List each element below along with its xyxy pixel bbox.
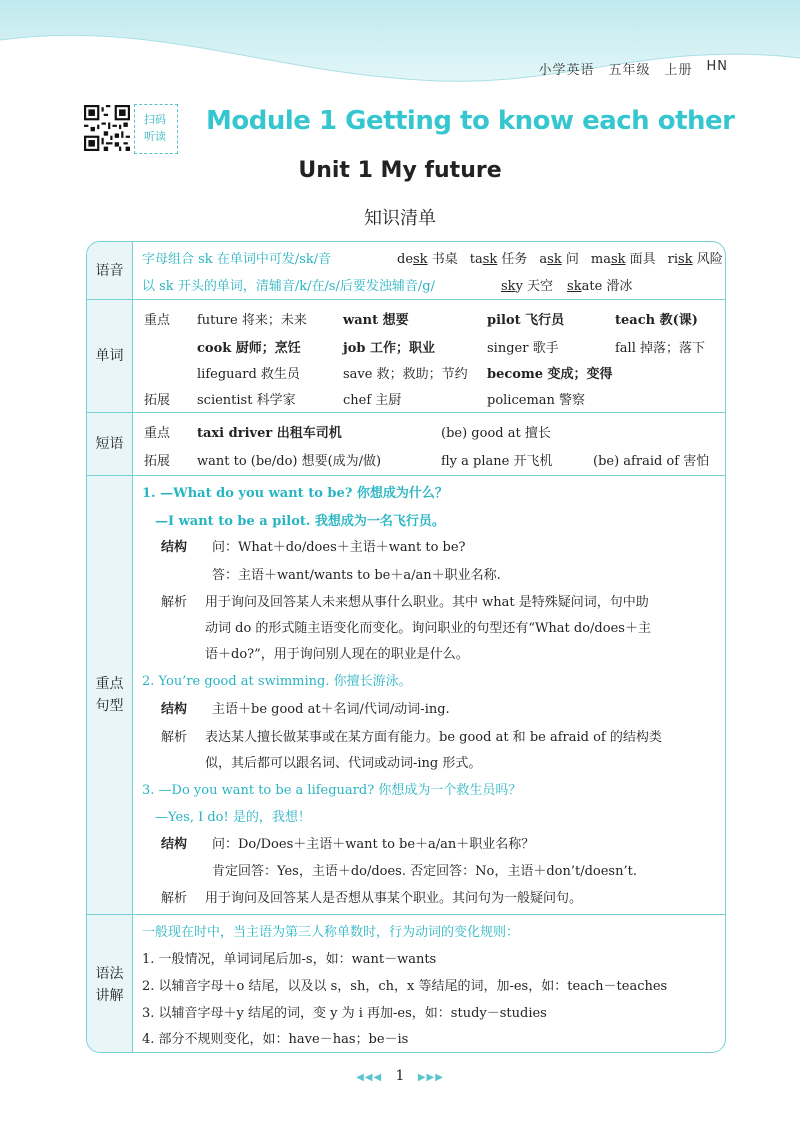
- grammar-rule: 1. 一般情况，单词词尾后加-s，如：want－wants: [142, 952, 437, 967]
- sentence-1-analysis-2: 动词 do 的形式随主语变化而变化。询问职业的句型还有“What do/does＋主: [205, 621, 651, 636]
- phrase-ext-label: 拓展: [144, 454, 171, 469]
- phrase-key-label: 重点: [144, 426, 171, 441]
- module-title: Module 1 Getting to know each other: [206, 106, 735, 136]
- sentence-1-answer: —I want to be a pilot. 我想成为一名飞行员。: [155, 514, 445, 529]
- sentence-3-analysis: 用于询问及回答某人是否想从事某个职业。其问句为一般疑问句。: [205, 891, 583, 906]
- sentence-2-analysis-1: 表达某人擅长做某事或在某方面有能力。be good at 和 be afraid of 的结构类: [205, 730, 662, 745]
- analysis-label: 解析: [161, 595, 188, 610]
- vocab-item: pilot 飞行员: [487, 313, 565, 328]
- knowledge-table: [86, 241, 726, 1053]
- header-grade: 五年级: [608, 63, 651, 78]
- structure-label: 结构: [161, 702, 188, 717]
- header-wave-banner: [0, 0, 800, 100]
- section-title: 知识清单: [364, 208, 436, 229]
- category-sentences-1: 重点: [95, 676, 124, 692]
- vocab-item: save 救；救助；节约: [343, 367, 468, 382]
- pronunciation-word: skate 滑冰: [567, 279, 633, 294]
- qr-label-listen: 听读: [144, 130, 166, 143]
- sentence-1-structure-1: 问：What＋do/does＋主语＋want to be?: [212, 540, 466, 555]
- phrase-item: (be) afraid of 害怕: [593, 454, 710, 469]
- qr-label-scan: 扫码: [144, 113, 166, 126]
- vocab-key-label: 重点: [144, 313, 171, 328]
- grammar-intro: 一般现在时中，当主语为第三人称单数时，行为动词的变化规则：: [142, 925, 520, 940]
- sentence-2-structure: 主语＋be good at＋名词/代词/动词-ing.: [212, 702, 450, 717]
- grammar-rule: 2. 以辅音字母＋o 结尾，以及以 s，sh，ch，x 等结尾的词，加-es，如：teach－teaches: [142, 979, 668, 994]
- qr-listen-label: [134, 104, 178, 154]
- header-volume: 上册: [664, 63, 693, 78]
- vocab-item: lifeguard 救生员: [197, 367, 300, 382]
- sentence-1-analysis-1: 用于询问及回答某人未来想从事什么职业。其中 what 是特殊疑问词，句中助: [205, 595, 649, 610]
- sentence-3-answer: —Yes, I do! 是的，我想！: [155, 810, 311, 825]
- pronunciation-word: risk 风险: [667, 252, 723, 267]
- sentence-3-structure-2: 肯定回答：Yes，主语＋do/does. 否定回答：No，主语＋don’t/doesn’t.: [212, 864, 637, 879]
- vocab-item: cook 厨师；烹饪: [197, 341, 301, 356]
- vocab-item: future 将来；未来: [197, 313, 307, 328]
- pronunciation-word: task 任务: [469, 252, 528, 267]
- vocab-item: scientist 科学家: [197, 393, 296, 408]
- pronunciation-word: mask 面具: [590, 252, 656, 267]
- category-phrases: 短语: [87, 413, 133, 475]
- structure-label: 结构: [161, 540, 188, 555]
- unit-title: Unit 1 My future: [298, 158, 502, 183]
- pronunciation-rule-2: 以 sk 开头的单词，清辅音/k/在/s/后要发浊辅音/g/: [142, 279, 435, 294]
- prev-arrows-icon: ◀◀◀: [356, 1072, 383, 1083]
- structure-label: 结构: [161, 837, 188, 852]
- vocab-item: fall 掉落；落下: [615, 341, 706, 356]
- category-grammar-2: 讲解: [95, 987, 124, 1004]
- row-vocabulary: [87, 299, 725, 412]
- category-pronunciation: 语音: [87, 242, 133, 299]
- qr-code-icon[interactable]: [84, 105, 130, 151]
- pronunciation-words-2: [501, 275, 646, 294]
- sentence-2: 2. You’re good at swimming. 你擅长游泳。: [142, 674, 412, 689]
- sentence-3-question: 3. —Do you want to be a lifeguard? 你想成为一个救生员吗？: [142, 783, 522, 798]
- sentence-1-structure-2: 答：主语＋want/wants to be＋a/an＋职业名称.: [212, 568, 501, 583]
- phrase-item: taxi driver 出租车司机: [197, 426, 342, 441]
- row-phrases: [87, 412, 725, 475]
- vocab-item: job 工作；职业: [343, 341, 435, 356]
- analysis-label: 解析: [161, 730, 188, 745]
- pronunciation-word: sky 天空: [501, 279, 554, 294]
- vocab-item: want 想要: [343, 313, 409, 328]
- phrase-item: want to (be/do) 想要(成为/做): [197, 454, 382, 469]
- page-number: 1: [395, 1068, 405, 1084]
- next-arrows-icon: ▶▶▶: [417, 1072, 444, 1083]
- sentence-1-question: 1. —What do you want to be? 你想成为什么？: [142, 486, 448, 501]
- vocab-ext-label: 拓展: [144, 393, 171, 408]
- category-sentences: [87, 476, 133, 914]
- vocab-item: teach 教(课): [615, 313, 698, 328]
- pronunciation-words-1: [397, 248, 726, 267]
- header-edition: HN: [706, 59, 728, 74]
- pronunciation-rule-1: 字母组合 sk 在单词中可发/sk/音: [142, 252, 332, 267]
- sentence-1-analysis-3: 语＋do?”，用于询问别人现在的职业是什么。: [205, 647, 469, 662]
- header-subject: 小学英语: [538, 63, 595, 78]
- grammar-rule: 4. 部分不规则变化，如：have－has；be－is: [142, 1032, 409, 1047]
- row-grammar: [87, 914, 725, 1053]
- row-sentences: [87, 475, 725, 914]
- grammar-rule: 3. 以辅音字母＋y 结尾的词，变 y 为 i 再加-es，如：study－studies: [142, 1006, 547, 1021]
- phrase-item: fly a plane 开飞机: [441, 454, 553, 469]
- category-vocabulary: 单词: [87, 300, 133, 412]
- vocab-item: policeman 警察: [487, 393, 586, 408]
- pronunciation-word: desk 书桌: [397, 252, 458, 267]
- row-pronunciation: [87, 242, 725, 299]
- phrase-item: (be) good at 擅长: [441, 426, 551, 441]
- vocab-item: chef 主厨: [343, 393, 402, 408]
- vocab-item: singer 歌手: [487, 341, 559, 356]
- category-grammar: [87, 915, 133, 1053]
- sentence-2-analysis-2: 似，其后都可以跟名词、代词或动词-ing 形式。: [205, 756, 482, 771]
- sentence-3-structure-1: 问：Do/Does＋主语＋want to be＋a/an＋职业名称？: [212, 837, 535, 852]
- pronunciation-word: ask 问: [539, 252, 579, 267]
- category-grammar-1: 语法: [95, 965, 124, 982]
- category-sentences-2: 句型: [95, 698, 124, 714]
- analysis-label: 解析: [161, 891, 188, 906]
- page-footer: [0, 1068, 800, 1084]
- header-meta: [538, 59, 728, 78]
- vocab-item: become 变成；变得: [487, 367, 613, 382]
